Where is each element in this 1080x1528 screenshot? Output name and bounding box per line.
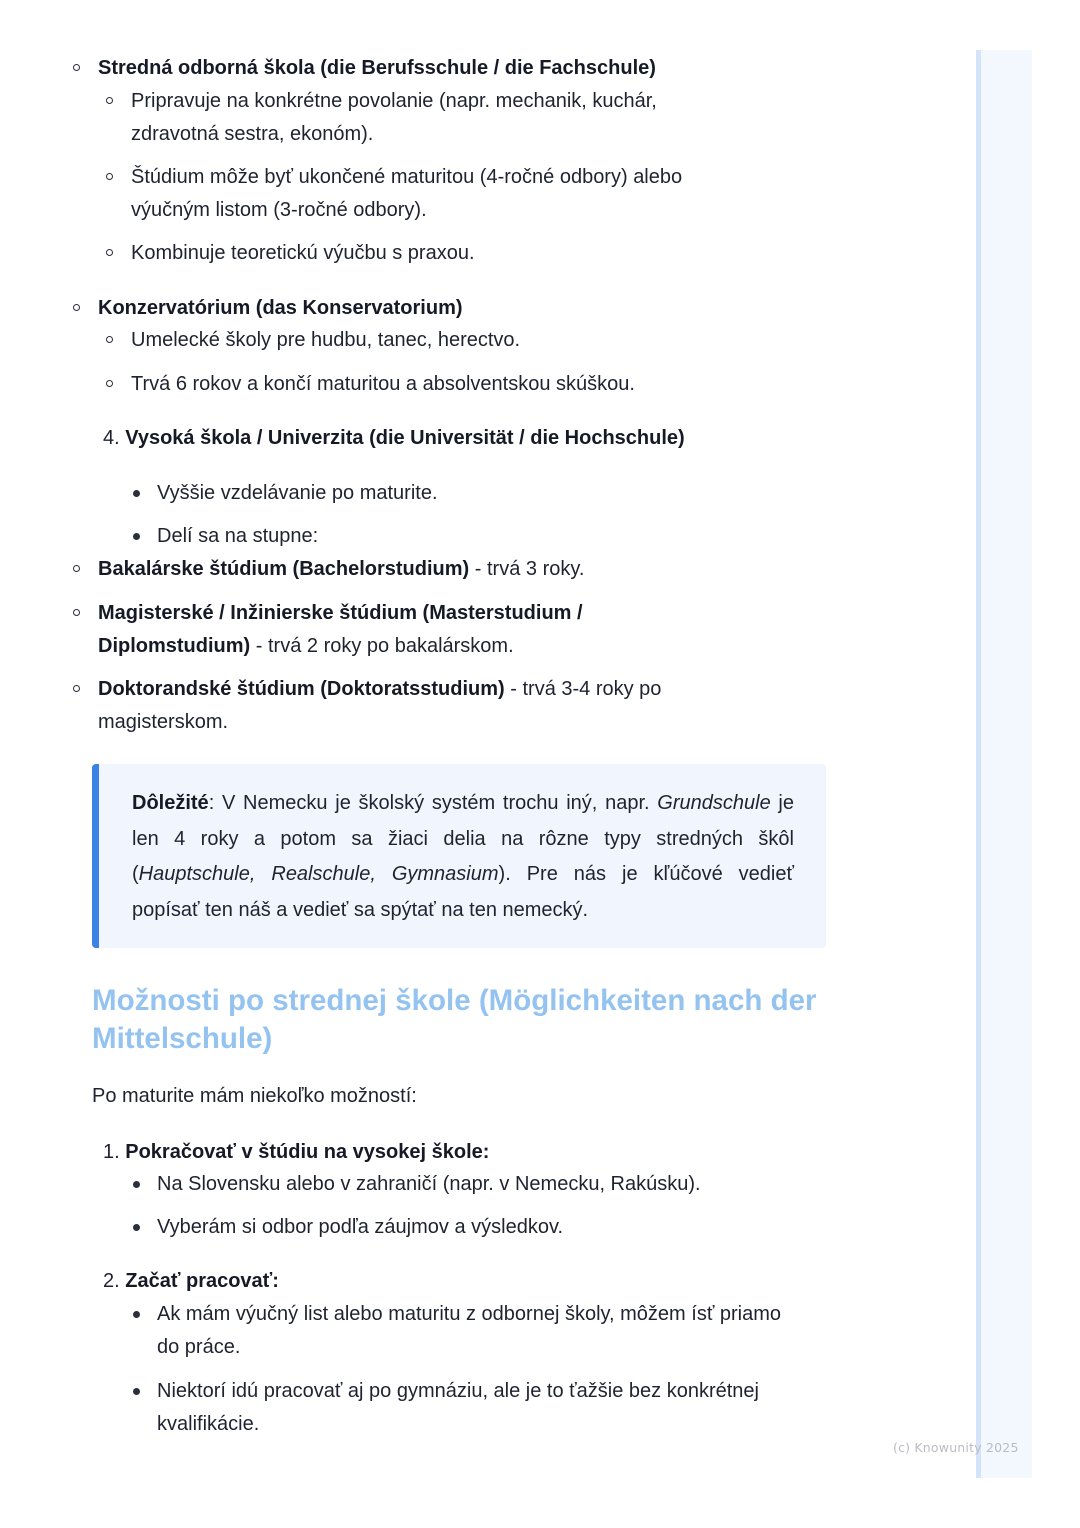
hollow-bullet-icon (73, 685, 80, 692)
item-text: Kombinuje teoretickú výučbu s praxou. (131, 242, 475, 264)
hollow-bullet-icon (106, 336, 113, 343)
list-item-doctorate (0, 673, 1080, 739)
bullet-icon (133, 533, 140, 540)
list-item (0, 1375, 1080, 1441)
page-side-panel (976, 50, 1032, 1478)
item-text: výučným listom (3-ročné odbory). (131, 199, 427, 221)
bullet-icon (133, 1388, 140, 1395)
item-text: Ak mám výučný list alebo maturitu z odbornej školy, môžem ísť priamo (157, 1303, 782, 1325)
item-text: zdravotná sestra, ekonóm). (131, 123, 374, 145)
list-number: 1. (103, 1141, 120, 1163)
important-callout (92, 764, 826, 948)
degree-text: - trvá 2 roky po bakalárskom. (250, 635, 514, 657)
bullet-icon (133, 1181, 140, 1188)
option-title: Pokračovať v štúdiu na vysokej škole: (125, 1141, 490, 1163)
callout-label: Dôležité (132, 792, 209, 814)
hollow-bullet-icon (106, 173, 113, 180)
item-text: Pripravuje na konkrétne povolanie (napr. mechanik, kuchár, (131, 90, 657, 112)
list-item (0, 1168, 1080, 1201)
callout-accent-bar (92, 764, 99, 948)
list-item-option-1 (0, 1136, 1080, 1169)
degree-title: Diplomstudium) (98, 635, 251, 657)
item-text: Štúdium môže byť ukončené maturitou (4-ročné odbory) alebo (131, 166, 683, 188)
option-title: Začať pracovať: (125, 1270, 279, 1292)
item-text: Vyberám si odbor podľa záujmov a výsledkov. (157, 1216, 564, 1238)
bullet-icon (133, 490, 140, 497)
item-text: kvalifikácie. (157, 1413, 260, 1435)
degree-text: - trvá 3-4 roky po (504, 678, 662, 700)
item-text: Vyššie vzdelávanie po maturite. (157, 482, 438, 504)
hollow-bullet-icon (73, 565, 80, 572)
item-text: Trvá 6 rokov a končí maturitou a absolventskou skúškou. (131, 373, 635, 395)
list-item (0, 85, 1080, 151)
item-text: Delí sa na stupne: (157, 525, 319, 547)
callout-text: Dôležité: V Nemecku je školský systém trochu iný, napr. Grundschule je len 4 roky a potom sa žiaci delia na rôzne typy stredných škôl (Hauptschule, Realschule, Gymnasium). Pre nás je kľúčové vedieť popísať ten náš a vedieť sa spýtať na ten nemecký. (132, 792, 794, 921)
hollow-bullet-icon (106, 380, 113, 387)
hollow-bullet-icon (106, 249, 113, 256)
item-text: Umelecké školy pre hudbu, tanec, herectvo. (131, 329, 521, 351)
item-title: Konzervatórium (das Konservatorium) (98, 297, 463, 319)
hollow-bullet-icon (73, 304, 80, 311)
hollow-bullet-icon (73, 609, 80, 616)
item-title: Vysoká škola / Univerzita (die Universität / die Hochschule) (125, 427, 685, 449)
side-panel-edge (976, 50, 981, 1478)
list-item (0, 520, 1080, 553)
list-item (0, 324, 1080, 357)
hollow-bullet-icon (106, 97, 113, 104)
hollow-bullet-icon (73, 64, 80, 71)
bullet-icon (133, 1311, 140, 1318)
list-item (0, 368, 1080, 401)
list-item (0, 1298, 1080, 1364)
list-item-vocational-school (0, 52, 1080, 85)
list-item (0, 477, 1080, 510)
item-title: Stredná odborná škola (die Berufsschule / die Fachschule) (98, 57, 656, 79)
degree-text: magisterskom. (98, 711, 229, 733)
intro-paragraph: Po maturite mám niekoľko možností: (92, 1085, 417, 1107)
list-item (0, 161, 1080, 227)
item-text: Niektorí idú pracovať aj po gymnáziu, ale je to ťažšie bez konkrétnej (157, 1380, 759, 1402)
list-item (0, 1211, 1080, 1244)
section-heading: Možnosti po strednej škole (Möglichkeiten nach der Mittelschule) (92, 984, 817, 1055)
degree-title: Doktorandské štúdium (Doktoratsstudium) (98, 678, 505, 700)
list-item (0, 237, 1080, 270)
list-item-conservatory (0, 292, 1080, 325)
degree-title: Bakalárske štúdium (Bachelorstudium) (98, 558, 470, 580)
bullet-icon (133, 1224, 140, 1231)
copyright-footer: (c) Knowunity 2025 (893, 1440, 1019, 1455)
item-text: do práce. (157, 1336, 241, 1358)
item-text: Na Slovensku alebo v zahraničí (napr. v Nemecku, Rakúsku). (157, 1173, 701, 1195)
list-number: 2. (103, 1270, 120, 1292)
list-number: 4. (103, 427, 120, 449)
list-item-bachelor (0, 553, 1080, 586)
list-item-master (0, 597, 1080, 663)
list-item-option-2 (0, 1265, 1080, 1298)
degree-title: Magisterské / Inžinierske štúdium (Masterstudium / (98, 602, 583, 624)
degree-text: - trvá 3 roky. (469, 558, 585, 580)
list-item-university (0, 422, 1080, 455)
